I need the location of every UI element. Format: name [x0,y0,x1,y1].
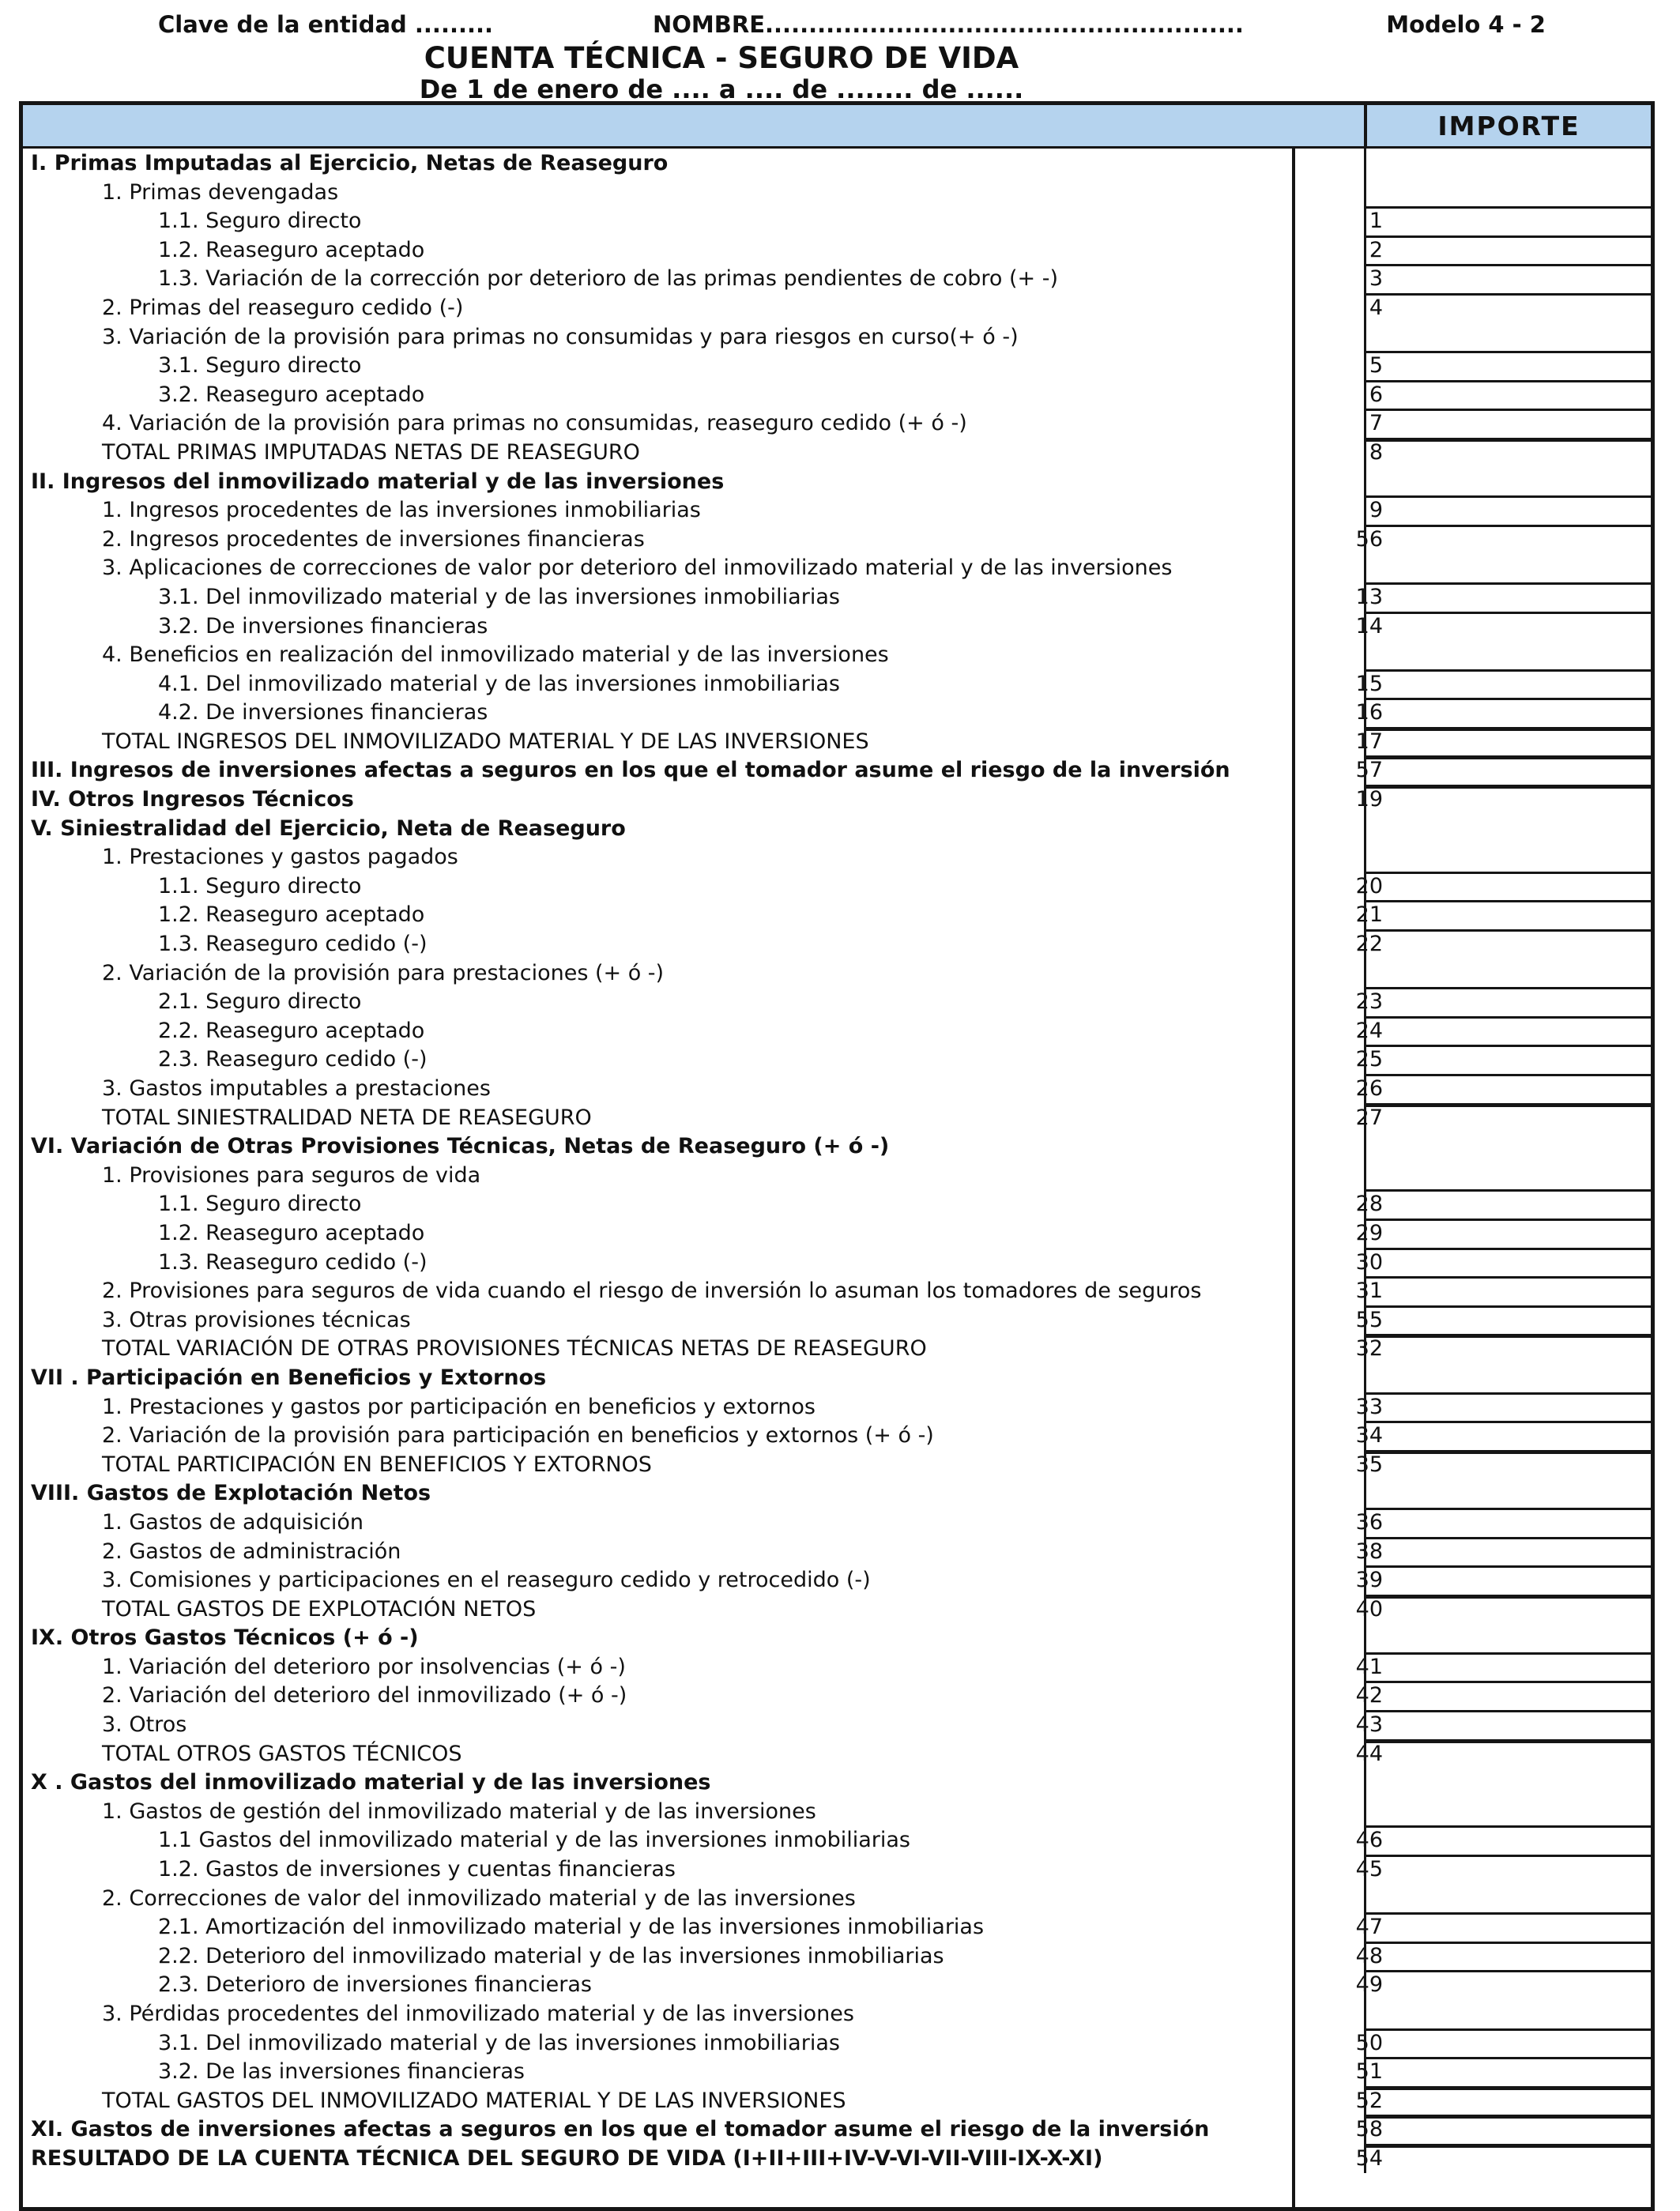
table-row [23,409,1651,438]
row-label: 3.1. Del inmovilizado material y de las inversiones inmobiliarias [158,2030,840,2055]
table-row [23,380,1651,409]
table-row [23,1392,1651,1422]
row-code: 24 [1355,1018,1383,1043]
entity-name-label: NOMBRE....................................................... [653,11,1244,38]
amount-input-cell[interactable] [1364,1248,1651,1277]
row-code: 33 [1355,1394,1383,1419]
row-label: 2.2. Reaseguro aceptado [158,1018,425,1043]
amount-blank-cell [1364,178,1651,207]
row-code: 39 [1355,1568,1383,1593]
table-row [23,1103,1651,1132]
row-label: 3.1. Seguro directo [158,353,362,379]
row-code: 25 [1355,1047,1383,1072]
amount-blank-cell [1364,1999,1651,2028]
entity-code-label: Clave de la entidad ......... [158,11,494,38]
row-label: 1.3. Reaseguro cedido (-) [158,1249,428,1275]
row-label: II. Ingresos del inmovilizado material y de las inversiones [31,469,725,494]
row-label: 3.1. Del inmovilizado material y de las inversiones inmobiliarias [158,584,840,609]
row-code: 22 [1355,932,1383,957]
row-label: 2. Ingresos procedentes de inversiones financieras [102,526,645,552]
table-row [23,612,1651,641]
table-row [23,495,1651,525]
row-label: 4.2. De inversiones financieras [158,700,488,725]
table-row [23,1970,1651,1999]
table-row [23,1218,1651,1248]
amount-blank-cell [1364,842,1651,872]
amount-input-cell[interactable] [1364,2115,1651,2144]
table-row [23,1074,1651,1103]
row-label: 3. Otras provisiones técnicas [102,1307,411,1332]
row-label: 2.3. Reaseguro cedido (-) [158,1047,428,1072]
amount-input-cell[interactable] [1364,264,1651,293]
row-label: 1.1. Seguro directo [158,209,362,234]
row-code: 40 [1355,1596,1383,1622]
row-label: 1.1. Seguro directo [158,873,362,898]
table-row [23,351,1651,380]
row-code: 15 [1355,671,1383,696]
amount-input-cell[interactable] [1364,1825,1651,1855]
amount-input-cell[interactable] [1364,1565,1651,1595]
row-code: 26 [1355,1076,1383,1101]
row-code: 13 [1355,584,1383,609]
amount-input-cell[interactable] [1364,380,1651,409]
row-label: 1.3. Reaseguro cedido (-) [158,932,428,957]
row-code: 45 [1355,1857,1383,1882]
row-label: VII . Participación en Beneficios y Extornos [31,1365,547,1390]
table-row [23,1276,1651,1305]
table-row [23,2144,1651,2173]
table-row [23,1825,1651,1855]
table-row [23,1248,1651,1277]
table-row [23,1942,1651,1971]
row-label: TOTAL VARIACIÓN DE OTRAS PROVISIONES TÉCNICAS NETAS DE REASEGURO [102,1336,927,1362]
table-row [23,669,1651,699]
row-code: 16 [1355,700,1383,725]
row-code: 5 [1369,353,1383,379]
table-row [23,1797,1651,1826]
row-label: 1.2. Reaseguro aceptado [158,1220,425,1245]
table-row [23,322,1651,352]
row-label: 3. Aplicaciones de correcciones de valor por deterioro del inmovilizado material y de las inversiones [102,556,1173,581]
row-label: 2. Primas del reaseguro cedido (-) [102,295,464,320]
row-label: 1. Provisiones para seguros de vida [102,1162,481,1188]
row-label: RESULTADO DE LA CUENTA TÉCNICA DEL SEGURO DE VIDA (I+II+III+IV-V-VI-VII-VIII-IX-X-XI) [31,2145,1103,2171]
table-row [23,467,1651,496]
row-code: 8 [1369,439,1383,465]
amount-input-cell[interactable] [1364,1710,1651,1739]
amount-input-cell[interactable] [1364,2144,1651,2173]
table-row [23,1363,1651,1392]
amount-input-cell[interactable] [1364,582,1651,612]
table-body [23,149,1651,2173]
amount-input-cell[interactable] [1364,1305,1651,1335]
table-row [23,1739,1651,1768]
row-label: 1. Prestaciones y gastos pagados [102,845,458,870]
row-code: 36 [1355,1509,1383,1535]
row-label: 2. Gastos de administración [102,1539,401,1564]
row-label: I. Primas Imputadas al Ejercicio, Netas de Reaseguro [31,151,669,175]
row-label: 2.2. Deterioro del inmovilizado material y de las inversiones inmobiliarias [158,1943,944,1968]
row-label: TOTAL GASTOS DEL INMOVILIZADO MATERIAL Y DE LAS INVERSIONES [102,2088,846,2113]
row-label: TOTAL OTROS GASTOS TÉCNICOS [102,1741,462,1766]
row-label: 4. Beneficios en realización del inmovilizado material y de las inversiones [102,642,889,668]
table-row [23,1884,1651,1913]
form-model-label: Modelo 4 - 2 [1386,11,1546,38]
amount-input-cell[interactable] [1364,1392,1651,1422]
amount-input-cell[interactable] [1364,1739,1651,1768]
row-label: 4. Variación de la provisión para primas no consumidas, reaseguro cedido (+ ó -) [102,411,967,436]
amount-input-cell[interactable] [1364,1652,1651,1682]
row-label: 2. Variación del deterioro del inmovilizado (+ ó -) [102,1683,627,1708]
table-row [23,582,1651,612]
row-code: 35 [1355,1452,1383,1477]
row-code: 19 [1355,787,1383,812]
table-row [23,959,1651,988]
table-row [23,1334,1651,1363]
row-label: X . Gastos del inmovilizado material y de las inversiones [31,1770,711,1795]
amount-input-cell[interactable] [1364,2028,1651,2058]
table-row [23,1768,1651,1797]
row-code: 27 [1355,1105,1383,1130]
row-label: 1. Gastos de adquisición [102,1509,363,1535]
amount-input-cell[interactable] [1364,206,1651,235]
row-label: 2.3. Deterioro de inversiones financieras [158,1972,592,1998]
table-row [23,1681,1651,1710]
row-label: III. Ingresos de inversiones afectas a seguros en los que el tomador asume el riesgo de la inversión [31,758,1230,783]
row-label: 2. Variación de la provisión para participación en beneficios y extornos (+ ó -) [102,1423,934,1448]
row-code: 57 [1355,758,1383,783]
amount-input-cell[interactable] [1364,2057,1651,2086]
row-code: 58 [1355,2117,1383,2142]
amount-input-cell[interactable] [1364,1508,1651,1537]
amount-input-cell[interactable] [1364,987,1651,1016]
row-label: 2. Variación de la provisión para prestaciones (+ ó -) [102,960,665,985]
amount-blank-cell [1364,1478,1651,1508]
amount-input-cell[interactable] [1364,727,1651,756]
row-code: 28 [1355,1192,1383,1217]
amount-input-cell[interactable] [1364,929,1651,959]
table-row [23,872,1651,901]
row-code: 51 [1355,2059,1383,2085]
table-row [23,1537,1651,1566]
table-row [23,149,1651,178]
row-label: TOTAL GASTOS DE EXPLOTACIÓN NETOS [102,1596,537,1622]
amount-input-cell[interactable] [1364,1942,1651,1971]
table-row [23,727,1651,756]
amount-input-cell[interactable] [1364,1421,1651,1450]
table-row [23,2057,1651,2086]
row-label: 3. Variación de la provisión para primas no consumidas y para riesgos en curso(+ ó -) [102,324,1019,349]
table-row [23,1652,1651,1682]
row-code: 52 [1355,2088,1383,2113]
table-row [23,553,1651,582]
row-label: 3.2. Reaseguro aceptado [158,382,425,407]
row-label: XI. Gastos de inversiones afectas a seguros en los que el tomador asume el riesgo de la inversión [31,2117,1210,2142]
row-code: 47 [1355,1915,1383,1940]
table-row [23,1132,1651,1161]
table-row [23,814,1651,843]
table-row [23,2115,1651,2144]
amount-blank-cell [1364,959,1651,988]
row-label: 1.2. Reaseguro aceptado [158,237,425,262]
amount-input-cell[interactable] [1364,1334,1651,1363]
amount-input-cell[interactable] [1364,785,1651,814]
row-label: 1.1. Seguro directo [158,1192,362,1217]
amount-input-cell[interactable] [1364,872,1651,901]
row-label: TOTAL INGRESOS DEL INMOVILIZADO MATERIAL Y DE LAS INVERSIONES [102,729,869,754]
row-label: 2.1. Seguro directo [158,989,362,1015]
table-row [23,1565,1651,1595]
row-label: 3. Comisiones y participaciones en el reaseguro cedido y retrocedido (-) [102,1568,871,1593]
row-code: 4 [1369,295,1383,320]
amount-blank-cell [1364,1161,1651,1190]
amount-blank-cell [1364,149,1651,178]
row-code: 14 [1355,613,1383,638]
row-label: 3. Pérdidas procedentes del inmovilizado material y de las inversiones [102,2002,854,2026]
table-row [23,1421,1651,1450]
amount-blank-cell [1364,1768,1651,1797]
period-subtitle: De 1 de enero de .... a .... de ........ de ...... [419,74,1024,104]
row-label: IV. Otros Ingresos Técnicos [31,787,354,812]
row-code: 1 [1369,209,1383,234]
amount-input-cell[interactable] [1364,2086,1651,2115]
row-label: 3.2. De inversiones financieras [158,613,488,638]
row-label: VI. Variación de Otras Provisiones Técnicas, Netas de Reaseguro (+ ó -) [31,1134,890,1159]
row-code: 38 [1355,1539,1383,1564]
amount-input-cell[interactable] [1364,1276,1651,1305]
table-row [23,929,1651,959]
row-label: 1. Prestaciones y gastos por participación en beneficios y extornos [102,1394,816,1419]
amount-input-cell[interactable] [1364,495,1651,525]
amount-input-cell[interactable] [1364,438,1651,467]
row-label: TOTAL PRIMAS IMPUTADAS NETAS DE REASEGURO [102,439,640,465]
row-label: 4.1. Del inmovilizado material y de las inversiones inmobiliarias [158,671,840,696]
row-label: 1.1 Gastos del inmovilizado material y de las inversiones inmobiliarias [158,1828,910,1853]
amount-input-cell[interactable] [1364,1970,1651,1999]
amount-blank-cell [1364,1884,1651,1913]
row-label: 1.3. Variación de la corrección por deterioro de las primas pendientes de cobro (+ -) [158,266,1059,292]
row-label: 1.2. Reaseguro aceptado [158,902,425,928]
row-label: V. Siniestralidad del Ejercicio, Neta de Reaseguro [31,815,626,841]
amount-input-cell[interactable] [1364,1450,1651,1479]
row-label: 1. Gastos de gestión del inmovilizado material y de las inversiones [102,1799,816,1824]
table-row [23,1161,1651,1190]
table-row [23,1045,1651,1074]
amount-blank-cell [1364,1623,1651,1652]
row-code: 41 [1355,1654,1383,1679]
row-code: 3 [1369,266,1383,292]
table-row [23,1999,1651,2028]
amount-input-cell[interactable] [1364,1103,1651,1132]
amount-input-cell[interactable] [1364,669,1651,699]
amount-input-cell[interactable] [1364,1537,1651,1566]
table-row [23,785,1651,814]
amount-input-cell[interactable] [1364,1074,1651,1103]
amount-input-cell[interactable] [1364,235,1651,265]
table-row [23,1623,1651,1652]
amount-input-cell[interactable] [1364,1681,1651,1710]
row-label: 2. Provisiones para seguros de vida cuando el riesgo de inversión lo asuman los tomadores de seguros [102,1279,1202,1304]
amount-input-cell[interactable] [1364,900,1651,929]
row-label: TOTAL SINIESTRALIDAD NETA DE REASEGURO [102,1105,592,1130]
row-code: 32 [1355,1336,1383,1362]
amount-input-cell[interactable] [1364,1189,1651,1218]
amount-input-cell[interactable] [1364,1855,1651,1884]
table-row [23,293,1651,322]
row-code: 56 [1355,526,1383,552]
table-row [23,438,1651,467]
table-row [23,1855,1651,1884]
account-table [19,101,1655,2211]
table-row [23,264,1651,293]
amount-blank-cell [1364,814,1651,843]
table-row [23,2086,1651,2115]
row-code: 17 [1355,729,1383,754]
table-row [23,640,1651,669]
amount-input-cell[interactable] [1364,1045,1651,1074]
table-row [23,698,1651,727]
table-row [23,1595,1651,1624]
row-code: 30 [1355,1249,1383,1275]
table-row [23,525,1651,554]
row-label: 2.1. Amortización del inmovilizado material y de las inversiones inmobiliarias [158,1915,985,1940]
table-row [23,1508,1651,1537]
row-label: TOTAL PARTICIPACIÓN EN BENEFICIOS Y EXTORNOS [102,1452,652,1477]
table-row [23,1478,1651,1508]
row-code: 55 [1355,1307,1383,1332]
amount-blank-cell [1364,1363,1651,1392]
row-code: 42 [1355,1683,1383,1708]
row-label: 2. Correcciones de valor del inmovilizado material y de las inversiones [102,1885,856,1911]
amount-input-cell[interactable] [1364,612,1651,641]
row-code: 44 [1355,1741,1383,1766]
amount-input-cell[interactable] [1364,409,1651,438]
amount-column-header: IMPORTE [1364,105,1651,146]
row-code: 49 [1355,1972,1383,1998]
row-label: 1. Primas devengadas [102,179,339,205]
table-row [23,842,1651,872]
table-row [23,987,1651,1016]
amount-blank-cell [1364,640,1651,669]
row-code: 6 [1369,382,1383,407]
row-code: 46 [1355,1828,1383,1853]
table-row [23,1189,1651,1218]
amount-input-cell[interactable] [1364,1595,1651,1624]
row-code: 34 [1355,1423,1383,1448]
row-label: 1.2. Gastos de inversiones y cuentas financieras [158,1857,676,1882]
table-row [23,206,1651,235]
table-row [23,235,1651,265]
table-row [23,1450,1651,1479]
table-row [23,755,1651,785]
amount-input-cell[interactable] [1364,293,1651,322]
table-row [23,1016,1651,1045]
row-label: VIII. Gastos de Explotación Netos [31,1481,431,1506]
row-code: 7 [1369,411,1383,436]
amount-input-cell[interactable] [1364,1016,1651,1045]
table-row [23,1710,1651,1739]
row-code: 31 [1355,1279,1383,1304]
row-code: 54 [1355,2145,1383,2171]
row-code: 23 [1355,989,1383,1015]
amount-blank-cell [1364,322,1651,352]
amount-input-cell[interactable] [1364,1218,1651,1248]
row-code: 9 [1369,498,1383,523]
amount-input-cell[interactable] [1364,698,1651,727]
amount-blank-cell [1364,467,1651,496]
table-row [23,178,1651,207]
amount-input-cell[interactable] [1364,351,1651,380]
row-label: 3. Otros [102,1712,187,1738]
page-title: CUENTA TÉCNICA - SEGURO DE VIDA [424,41,1019,75]
table-row [23,2028,1651,2058]
amount-input-cell[interactable] [1364,1912,1651,1942]
row-code: 43 [1355,1712,1383,1738]
amount-blank-cell [1364,553,1651,582]
amount-input-cell[interactable] [1364,755,1651,785]
table-row [23,900,1651,929]
row-code: 20 [1355,873,1383,898]
row-code: 48 [1355,1943,1383,1968]
row-code: 29 [1355,1220,1383,1245]
amount-blank-cell [1364,1132,1651,1161]
row-label: 3.2. De las inversiones financieras [158,2059,525,2085]
row-code: 2 [1369,237,1383,262]
row-label: 3. Gastos imputables a prestaciones [102,1076,491,1101]
table-row [23,1305,1651,1335]
row-code: 50 [1355,2030,1383,2055]
row-label: 1. Variación del deterioro por insolvencias (+ ó -) [102,1654,626,1679]
row-code: 21 [1355,902,1383,928]
table-row [23,1912,1651,1942]
amount-input-cell[interactable] [1364,525,1651,554]
row-label: IX. Otros Gastos Técnicos (+ ó -) [31,1625,419,1651]
amount-blank-cell [1364,1797,1651,1826]
row-label: 1. Ingresos procedentes de las inversiones inmobiliarias [102,498,701,523]
